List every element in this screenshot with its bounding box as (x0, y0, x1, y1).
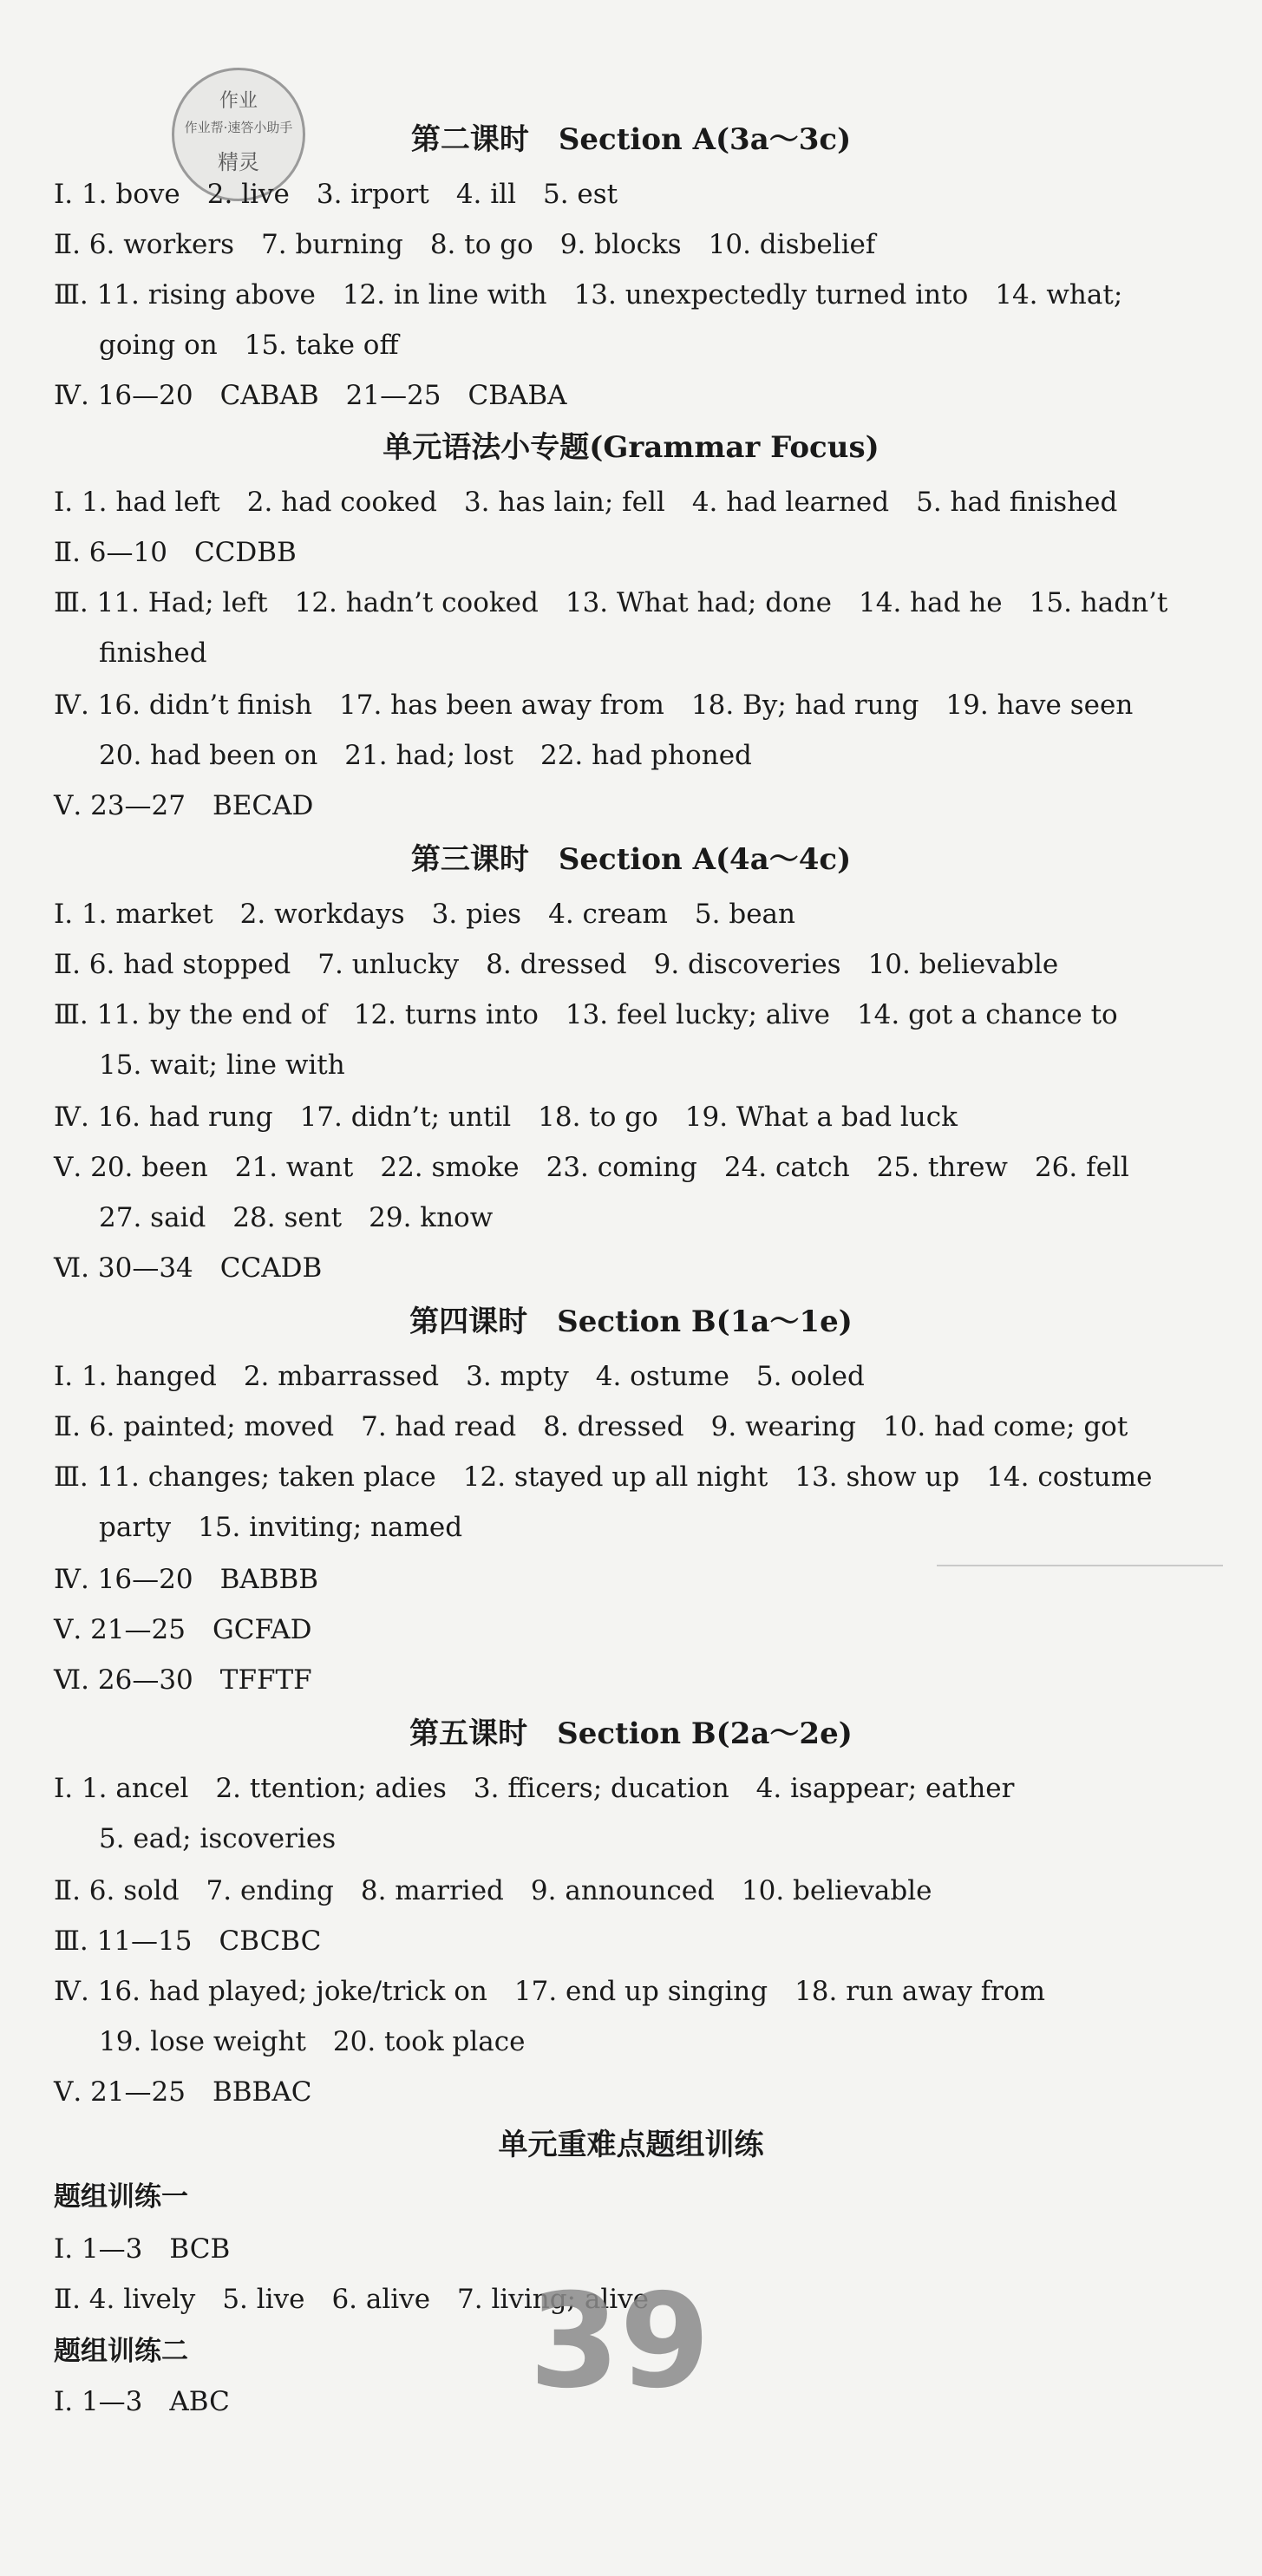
s4-line-6: Ⅴ. 21—25 GCFAD (54, 1614, 312, 1645)
s3-line-8: Ⅵ. 30—34 CCADB (54, 1252, 323, 1284)
s2-line-4: going on 15. take off (99, 330, 399, 361)
grammar-focus-title: 单元语法小专题(Grammar Focus) (383, 430, 879, 465)
page-number: 39 (529, 2266, 710, 2417)
s5-line-6: 19. lose weight 20. took place (99, 2026, 526, 2057)
s2-line-1: Ⅰ. 1. bove 2. live 3. irport 4. ill 5. est (54, 179, 618, 210)
s5-line-7: Ⅴ. 21—25 BBBAC (54, 2076, 312, 2108)
section-5-title: 第五课时 Section B(2a～2e) (409, 1716, 853, 1751)
s4-line-2: Ⅱ. 6. painted; moved 7. had read 8. dressed 9. wearing 10. had come; got (54, 1411, 1128, 1442)
grammar-line-2: Ⅱ. 6—10 CCDBB (54, 537, 297, 568)
group-2-line-1: Ⅰ. 1—3 ABC (54, 2386, 230, 2417)
s4-line-4: party 15. inviting; named (99, 1512, 463, 1543)
group-1-line-1: Ⅰ. 1—3 BCB (54, 2233, 231, 2265)
stamp-text-middle: 作业帮·速答小助手 (184, 120, 293, 135)
s3-line-7: 27. said 28. sent 29. know (99, 1202, 494, 1233)
grammar-line-4: finished (99, 637, 207, 669)
grammar-line-7: Ⅴ. 23—27 BECAD (54, 790, 314, 821)
s3-line-1: Ⅰ. 1. market 2. workdays 3. pies 4. cream 5. bean (54, 899, 795, 930)
grammar-line-5: Ⅳ. 16. didn’t finish 17. has been away from 18. By; had rung 19. have seen (54, 690, 1134, 721)
s5-line-4: Ⅲ. 11—15 CBCBC (54, 1925, 322, 1957)
section-2-title: 第二课时 Section A(3a～3c) (410, 122, 852, 157)
s5-line-5: Ⅳ. 16. had played; joke/trick on 17. end up singing 18. run away from (54, 1976, 1046, 2007)
review-section-title: 单元重难点题组训练 (498, 2128, 764, 2162)
section-3-title: 第三课时 Section A(4a～4c) (410, 842, 852, 877)
group-1-line-2: Ⅱ. 4. lively 5. live 6. alive 7. living; alive (54, 2284, 650, 2315)
s5-line-1: Ⅰ. 1. ancel 2. ttention; adies 3. fficers; ducation 4. isappear; eather (54, 1773, 1015, 1804)
group-2-heading: 题组训练二 (54, 2336, 188, 2367)
grammar-line-1: Ⅰ. 1. had left 2. had cooked 3. has lain; fell 4. had learned 5. had finished (54, 487, 1118, 518)
s2-line-5: Ⅳ. 16—20 CABAB 21—25 CBABA (54, 380, 567, 411)
section-4-title: 第四课时 Section B(1a～1e) (409, 1304, 853, 1339)
grammar-line-3: Ⅲ. 11. Had; left 12. hadn’t cooked 13. What had; done 14. had he 15. hadn’t (54, 587, 1168, 618)
s4-line-5: Ⅳ. 16—20 BABBB (54, 1564, 319, 1595)
s4-line-1: Ⅰ. 1. hanged 2. mbarrassed 3. mpty 4. ostume 5. ooled (54, 1361, 865, 1392)
s2-line-3: Ⅲ. 11. rising above 12. in line with 13. unexpectedly turned into 14. what; (54, 279, 1123, 311)
s2-line-2: Ⅱ. 6. workers 7. burning 8. to go 9. blocks 10. disbelief (54, 229, 876, 260)
s3-line-2: Ⅱ. 6. had stopped 7. unlucky 8. dressed 9. discoveries 10. believable (54, 949, 1059, 980)
s5-line-2: 5. ead; iscoveries (99, 1823, 337, 1854)
grammar-line-6: 20. had been on 21. had; lost 22. had phoned (99, 740, 752, 771)
s4-line-7: Ⅵ. 26—30 TFFTF (54, 1664, 312, 1696)
group-1-heading: 题组训练一 (54, 2181, 188, 2213)
s3-line-5: Ⅳ. 16. had rung 17. didn’t; until 18. to go 19. What a bad luck (54, 1102, 958, 1133)
s3-line-4: 15. wait; line with (99, 1049, 345, 1081)
stamp-text-top: 作业 (219, 90, 258, 112)
s3-line-6: Ⅴ. 20. been 21. want 22. smoke 23. coming 24. catch 25. threw 26. fell (54, 1152, 1129, 1183)
s4-line-3: Ⅲ. 11. changes; taken place 12. stayed up all night 13. show up 14. costume (54, 1461, 1153, 1493)
s3-line-3: Ⅲ. 11. by the end of 12. turns into 13. feel lucky; alive 14. got a chance to (54, 999, 1118, 1030)
stamp-text-bottom: 精灵 (218, 150, 259, 174)
s5-line-3: Ⅱ. 6. sold 7. ending 8. married 9. announced 10. believable (54, 1875, 932, 1906)
